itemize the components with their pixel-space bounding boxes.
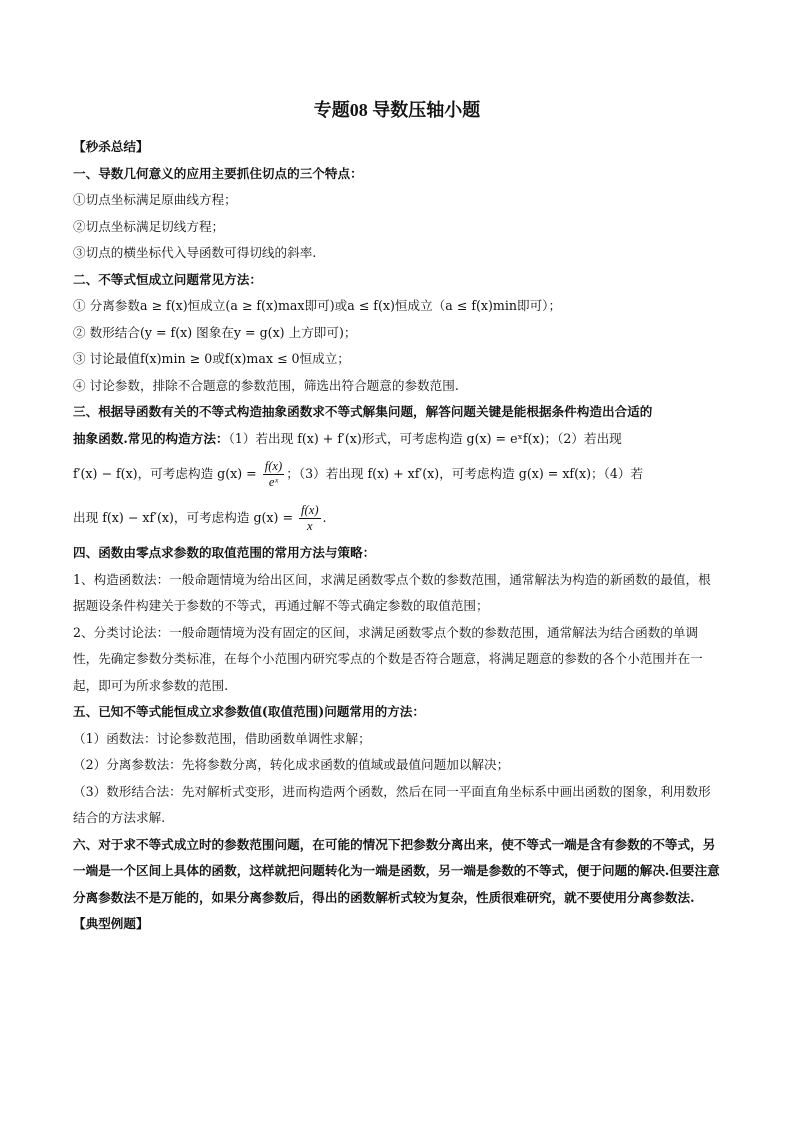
section-heading-5: 五、已知不等式能恒成立求参数值(取值范围)问题常用的方法：	[73, 704, 425, 719]
paragraph-text: ；（3）若出现 f(x) + xf′(x)，可考虑构造 g(x) = xf(x)；（4）若	[286, 466, 644, 481]
paragraph-line	[73, 426, 723, 453]
fraction	[263, 459, 284, 490]
list-item: ③ 讨论最值f(x)min ≥ 0或f(x)max ≤ 0恒成立；	[73, 351, 350, 366]
list-item: ②切点坐标满足切线方程；	[73, 218, 225, 234]
list-item: （3）数形结合法：先对解析式变形，进而构造两个函数，然后在同一平面直角坐标系中画出函数的图象，利用数形结合的方法求解.	[73, 783, 711, 825]
paragraph-text: f′(x) − f(x)，可考虑构造 g(x) =	[73, 466, 257, 481]
paragraph: 2、分类讨论法：一般命题情境为没有固定的区间，求满足函数零点个数的参数范围，通常解法为结合函数的单调性，先确定参数分类标准，在每个小范围内研究零点的个数是否符合题意，将满足题意的参数的各个小范围并在一起，即可为所求参数的范围.	[73, 624, 703, 693]
list-item: （1）函数法：讨论参数范围，借助函数单调性求解；	[73, 730, 371, 746]
section-heading-3: 三、根据导函数有关的不等式构造抽象函数求不等式解集问题，解答问题关键是能根据条件构造出合适的	[73, 404, 653, 419]
document-body	[73, 134, 723, 938]
fraction-denominator: x	[306, 519, 313, 533]
fraction-numerator: f(x)	[264, 459, 283, 473]
list-item: （2）分离参数法：先将参数分离，转化成求函数的值域或最值问题加以解决；	[73, 757, 510, 772]
list-item: ② 数形结合(y = f(x) 图象在y = g(x) 上方即可)；	[73, 324, 357, 340]
section-heading-2: 二、不等式恒成立问题常见方法：	[73, 271, 262, 287]
fraction	[299, 503, 320, 534]
paragraph-text: （1）若出现 f(x) + f′(x)形式，可考虑构造 g(x) = eˣf(x)；（2）若出现	[228, 430, 622, 446]
section-heading-1: 一、导数几何意义的应用主要抓住切点的三个特点：	[73, 165, 363, 181]
formula-line	[73, 496, 723, 540]
fraction-numerator: f(x)	[301, 503, 319, 517]
section-6-paragraph: 六、对于求不等式成立时的参数范围问题，在可能的情况下把参数分离出来，使不等式一端是含有参数的不等式，另一端是一个区间上具体的函数，这样就把问题转化为一端是函数，另一端是参数的不等式，便于问题的解决.但要注意分离参数法不是万能的，如果分离参数后，得出的函数解析式较为复杂，性质很难研究，就不要使用分离参数法.	[73, 836, 720, 905]
section-heading-examples: 【典型例题】	[73, 916, 149, 931]
fraction-denominator: eˣ	[268, 475, 279, 489]
section-heading-3-cont: 抽象函数.常见的构造方法：	[73, 430, 229, 446]
list-item: ③切点的横坐标代入导函数可得切线的斜率.	[73, 245, 317, 260]
page-title: 专题08 导数压轴小题	[313, 100, 481, 120]
section-heading-summary: 【秒杀总结】	[73, 139, 149, 154]
paragraph-text: 出现 f(x) − xf′(x)，可考虑构造 g(x) =	[73, 510, 294, 525]
formula-line	[73, 452, 723, 496]
list-item: ④ 讨论参数，排除不合题意的参数范围，筛选出符合题意的参数范围.	[73, 377, 459, 393]
list-item: ① 分离参数a ≥ f(x)恒成立(a ≥ f(x)max即可)或a ≤ f(x)恒成立（a ≤ f(x)min即可）；	[73, 298, 562, 313]
list-item: ①切点坐标满足原曲线方程；	[73, 192, 237, 207]
paragraph: 1、构造函数法：一般命题情境为给出区间，求满足函数零点个数的参数范围，通常解法为构造的新函数的最值，根据题设条件构建关于参数的不等式，再通过解不等式确定参数的取值范围；	[73, 571, 711, 613]
paragraph-text: .	[322, 510, 327, 525]
section-heading-4: 四、函数由零点求参数的取值范围的常用方法与策略：	[73, 545, 376, 560]
